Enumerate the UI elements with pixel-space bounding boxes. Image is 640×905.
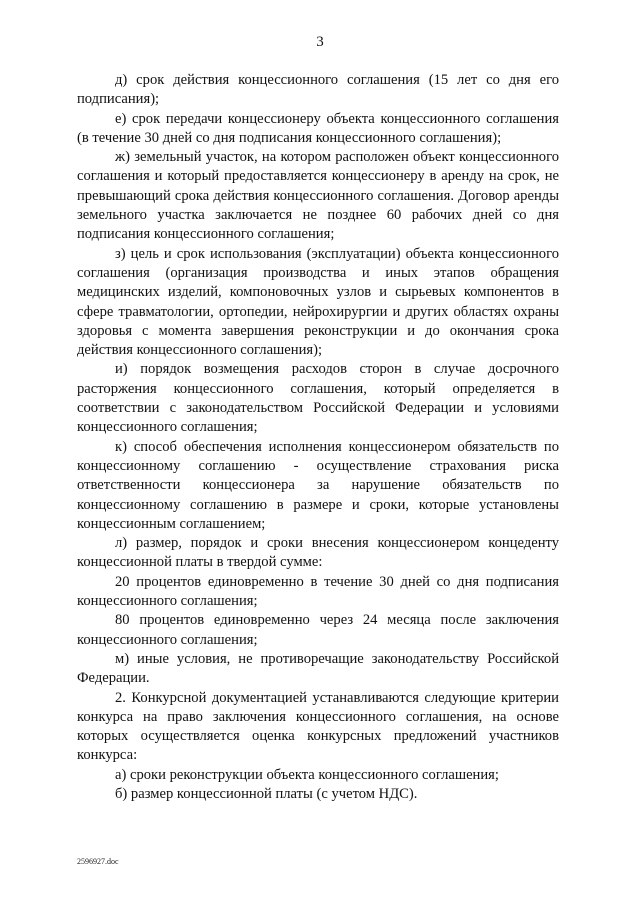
paragraph-fee-20-percent: 20 процентов единовременно в течение 30 дней со дня подписания концессионного соглашения; <box>77 573 559 610</box>
paragraph-m-other-terms: м) иные условия, не противоречащие законодательству Российской Федерации. <box>77 650 559 687</box>
paragraph-a-reconstruction-term: а) сроки реконструкции объекта концессионного соглашения; <box>115 766 499 783</box>
paragraph-e-transfer-term: е) срок передачи концессионеру объекта концессионного соглашения (в течение 30 дней со дня подписания концессионного соглашения); <box>77 110 559 146</box>
paragraph-i-reimbursement: и) порядок возмещения расходов сторон в случае досрочного расторжения концессионного соглашения, который определяется в соответствии с законодательством Российской Федерации и условиями концессионного соглашения; <box>77 361 559 436</box>
paragraph-fee-80-percent: 80 процентов единовременно через 24 месяца после заключения концессионного соглашения; <box>77 612 559 648</box>
paragraph-k-security: к) способ обеспечения исполнения концессионером обязательств по концессионному соглашению - осуществление страхования риска ответственности концессионера за нарушение обязательств по концессионному соглашению в размере и сроки, которые установлены концессионным соглашением; <box>77 438 559 532</box>
paragraph-d-term: д) срок действия концессионного соглашения (15 лет со дня его подписания); <box>77 72 559 108</box>
page-number: 3 <box>316 34 324 50</box>
document-body <box>77 71 559 804</box>
document-file-code: 2596927.doc <box>77 857 119 866</box>
paragraph-l-fee: л) размер, порядок и сроки внесения концессионером концеденту концессионной платы в твердой сумме: <box>77 535 559 571</box>
paragraph-z-purpose: з) цель и срок использования (эксплуатации) объекта концессионного соглашения (организация производства и иных этапов обращения медицинских изделий, компоновочных узлов и сырьевых компонентов в сфере травматологии, ортопедии, нейрохирургии и других областях охраны здоровья с момента завершения реконструкции и до окончания срока действия концессионного соглашения); <box>77 245 559 359</box>
paragraph-2-criteria: 2. Конкурсной документацией устанавливаются следующие критерии конкурса на право заключения концессионного соглашения, на основе которых осуществляется оценка конкурсных предложений участников конкурса: <box>77 689 559 764</box>
paragraph-b-fee-amount: б) размер концессионной платы (с учетом НДС). <box>115 785 418 802</box>
paragraph-zh-land-plot: ж) земельный участок, на котором расположен объект концессионного соглашения и который предоставляется концессионеру в аренду на срок, не превышающий срока действия концессионного соглашения. Договор аренды земельного участка заключается не позднее 60 рабочих дней со дня подписания концессионного соглашения; <box>77 149 559 243</box>
